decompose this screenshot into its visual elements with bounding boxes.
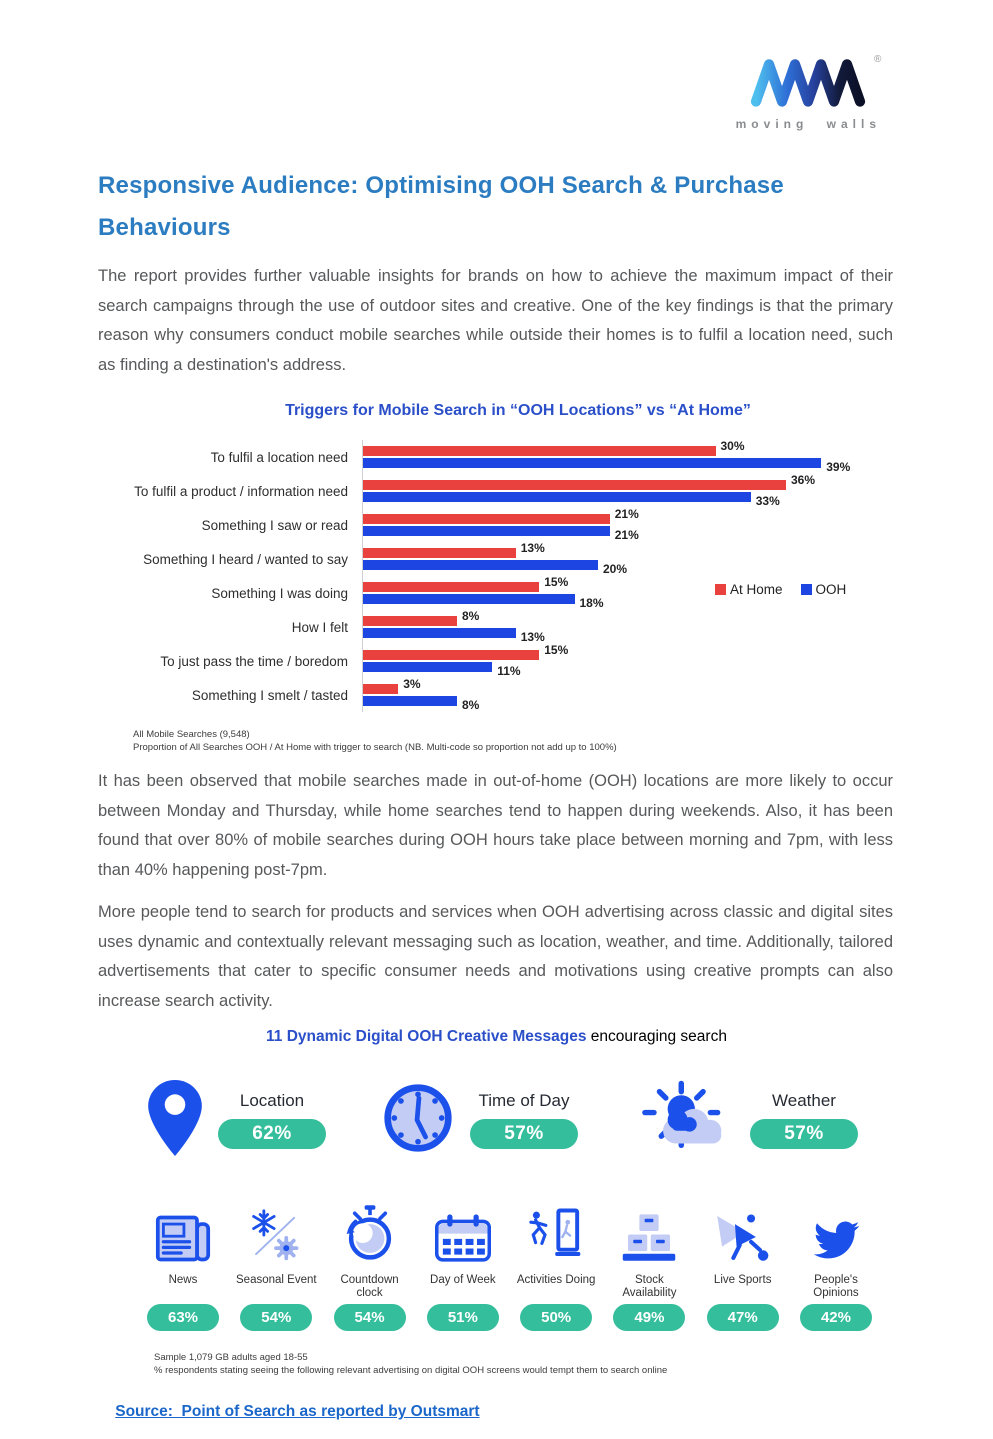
logo-wordmark: moving walls bbox=[735, 117, 881, 131]
bar-ooh bbox=[363, 662, 492, 672]
bar-value-label: 8% bbox=[462, 609, 480, 623]
featured-item-value-badge: 57% bbox=[470, 1119, 578, 1149]
infographic-item-label: Stock Availability bbox=[622, 1274, 677, 1299]
bar-value-label: 21% bbox=[614, 528, 639, 542]
news-icon bbox=[155, 1202, 211, 1264]
chart-row bbox=[133, 474, 933, 508]
chart-category-label: Something I saw or read bbox=[201, 517, 348, 533]
source-line bbox=[98, 1385, 895, 1439]
chart-bars bbox=[362, 440, 933, 474]
chart-legend bbox=[715, 582, 846, 597]
infographic-item-label: Seasonal Event bbox=[236, 1274, 317, 1286]
featured-item-label: Location bbox=[239, 1091, 305, 1110]
infographic-item-label: Day of Week bbox=[430, 1274, 496, 1286]
featured-item-text bbox=[750, 1091, 858, 1149]
featured-item-text bbox=[470, 1091, 578, 1149]
chart-row bbox=[133, 440, 933, 474]
bar-value-label: 13% bbox=[520, 541, 545, 555]
moving-walls-logo bbox=[736, 56, 881, 131]
featured-item-value-badge: 62% bbox=[218, 1119, 326, 1149]
bar-ooh bbox=[363, 696, 457, 706]
bar-value-label: 3% bbox=[403, 677, 421, 691]
legend-label: At Home bbox=[730, 582, 783, 597]
page-title: Responsive Audience: Optimising OOH Search & Purchase Behaviours bbox=[98, 172, 784, 241]
bar-ooh bbox=[363, 458, 821, 468]
infographic-items-row bbox=[138, 1202, 881, 1331]
bar-at-home bbox=[363, 480, 786, 490]
legend-item bbox=[715, 582, 783, 597]
bar-value-label: 13% bbox=[520, 630, 545, 644]
featured-item bbox=[634, 1078, 858, 1163]
infographic-title-highlight: 11 Dynamic Digital OOH Creative Messages bbox=[266, 1028, 587, 1045]
peoples-opinions-icon bbox=[807, 1202, 865, 1264]
chart-category-label: Something I heard / wanted to say bbox=[143, 551, 348, 567]
bar-at-home bbox=[363, 548, 516, 558]
chart-row bbox=[133, 508, 933, 542]
paragraph-3: More people tend to search for products and services when OOH advertising across classic and digital sites uses dynamic and contextually relevant messaging such as location, weather, and time. Additionally, tailored advertisements that cater to specific consumer needs and motivations using creative prompts can also increase search activity. bbox=[98, 903, 893, 1010]
featured-item bbox=[148, 1080, 326, 1161]
bar-ooh bbox=[363, 560, 598, 570]
bar-ooh bbox=[363, 594, 575, 604]
featured-item-label: Weather bbox=[772, 1091, 836, 1110]
bar-value-label: 18% bbox=[579, 596, 604, 610]
chart-footnote: Proportion of All Searches OOH / At Home with trigger to search (NB. Multi-code so proportion not add up to 100%) bbox=[133, 742, 617, 753]
paragraph-1: The report provides further valuable insights for brands on how to achieve the maximum impact of their search campaigns through the use of outdoor sites and creative. One of the key findings is that the primary reason why consumers conduct mobile searches while outside their homes is to fulfil a location need, such as finding a destination's address. bbox=[98, 267, 893, 374]
chart-category-label: To fulfil a product / information need bbox=[134, 483, 348, 499]
day-of-week-icon bbox=[435, 1202, 491, 1264]
chart-category-label: Something I smelt / tasted bbox=[191, 687, 348, 703]
chart-bars bbox=[362, 644, 933, 678]
infographic-featured-row bbox=[148, 1072, 858, 1168]
bar-value-label: 21% bbox=[614, 507, 639, 521]
bar-value-label: 39% bbox=[826, 460, 851, 474]
chart-bars bbox=[362, 576, 933, 610]
chart-bars bbox=[362, 610, 933, 644]
legend-swatch bbox=[801, 584, 812, 595]
featured-item-value-badge: 57% bbox=[750, 1119, 858, 1149]
header bbox=[0, 0, 993, 131]
legend-label: OOH bbox=[815, 582, 847, 597]
featured-item-label: Time of Day bbox=[478, 1091, 570, 1110]
infographic-item bbox=[511, 1202, 601, 1331]
chart-category-label: How I felt bbox=[291, 619, 348, 635]
chart-bars bbox=[362, 508, 933, 542]
infographic-title-rest: encouraging search bbox=[586, 1028, 727, 1045]
chart-title: Triggers for Mobile Search in “OOH Locations” vs “At Home” bbox=[285, 402, 751, 419]
infographic-item-value-badge: 54% bbox=[334, 1304, 406, 1331]
infographic-footnotes bbox=[154, 1351, 993, 1377]
bar-value-label: 15% bbox=[544, 575, 569, 589]
infographic-item-value-badge: 63% bbox=[147, 1304, 219, 1331]
bar-at-home bbox=[363, 446, 716, 456]
chart-category-label: To just pass the time / boredom bbox=[160, 653, 348, 669]
bar-value-label: 33% bbox=[755, 494, 780, 508]
infographic-item-label: Countdown clock bbox=[340, 1274, 399, 1299]
bar-at-home bbox=[363, 650, 539, 660]
infographic-item bbox=[791, 1202, 881, 1331]
triggers-chart bbox=[133, 402, 933, 754]
chart-row bbox=[133, 610, 933, 644]
registered-mark: ® bbox=[873, 54, 882, 65]
chart-category-label: To fulfil a location need bbox=[210, 449, 348, 465]
chart-row bbox=[133, 542, 933, 576]
infographic-item bbox=[325, 1202, 415, 1331]
bar-value-label: 30% bbox=[720, 439, 745, 453]
bar-value-label: 11% bbox=[497, 664, 521, 678]
bar-ooh bbox=[363, 526, 610, 536]
infographic-item-value-badge: 47% bbox=[707, 1304, 779, 1331]
chart-footnote: All Mobile Searches (9,548) bbox=[133, 729, 250, 740]
weather-icon bbox=[634, 1078, 734, 1163]
infographic-item-value-badge: 50% bbox=[520, 1304, 592, 1331]
paragraph-2: It has been observed that mobile searches made in out-of-home (OOH) locations are more likely to occur between Monday and Thursday, while home searches tend to happen during weekends. Also, it has been found that over 80% of mobile searches during OOH hours take place between morning and 7pm, with less than 40% happening post-7pm. bbox=[98, 772, 893, 879]
chart-row bbox=[133, 644, 933, 678]
infographic-footnote: % respondents stating seeing the following relevant advertising on digital OOH screens would tempt them to search online bbox=[154, 1365, 668, 1376]
source-link[interactable]: Source: Point of Search as reported by Outsmart bbox=[115, 1403, 480, 1420]
bar-at-home bbox=[363, 514, 610, 524]
infographic-item bbox=[231, 1202, 321, 1331]
infographic-item-value-badge: 51% bbox=[427, 1304, 499, 1331]
infographic-item bbox=[698, 1202, 788, 1331]
stock-availability-icon bbox=[621, 1202, 677, 1264]
infographic-item-value-badge: 42% bbox=[800, 1304, 872, 1331]
bar-value-label: 20% bbox=[603, 562, 628, 576]
infographic-item-label: Live Sports bbox=[713, 1274, 772, 1286]
live-sports-icon bbox=[714, 1202, 772, 1264]
location-pin-icon bbox=[148, 1080, 202, 1161]
chart-footnotes bbox=[133, 728, 933, 754]
chart-bars bbox=[362, 678, 933, 712]
infographic-item bbox=[138, 1202, 228, 1331]
countdown-clock-icon bbox=[343, 1202, 397, 1264]
infographic-item-value-badge: 49% bbox=[613, 1304, 685, 1331]
activities-doing-icon bbox=[527, 1202, 585, 1264]
bar-at-home bbox=[363, 616, 457, 626]
infographic-footnote: Sample 1,079 GB adults aged 18-55 bbox=[154, 1352, 308, 1363]
mw-zigzag-icon bbox=[747, 54, 882, 113]
infographic-item-label: People's Opinions bbox=[813, 1274, 859, 1299]
chart-row bbox=[133, 678, 933, 712]
infographic-item-label: Activities Doing bbox=[516, 1274, 596, 1286]
seasonal-event-icon bbox=[248, 1202, 304, 1264]
bar-value-label: 8% bbox=[462, 698, 480, 712]
bar-at-home bbox=[363, 582, 539, 592]
bar-value-label: 15% bbox=[544, 643, 569, 657]
chart-rows bbox=[133, 440, 933, 712]
legend-item bbox=[801, 582, 847, 597]
featured-item bbox=[382, 1082, 578, 1159]
chart-bars bbox=[362, 542, 933, 576]
legend-swatch bbox=[715, 584, 726, 595]
chart-bars bbox=[362, 474, 933, 508]
infographic-title bbox=[0, 1028, 993, 1046]
bar-ooh bbox=[363, 628, 516, 638]
clock-icon bbox=[382, 1082, 454, 1159]
bar-at-home bbox=[363, 684, 398, 694]
featured-item-text bbox=[218, 1091, 326, 1149]
infographic-item bbox=[418, 1202, 508, 1331]
bar-ooh bbox=[363, 492, 751, 502]
infographic-item-value-badge: 54% bbox=[240, 1304, 312, 1331]
chart-category-label: Something I was doing bbox=[211, 585, 348, 601]
infographic-item bbox=[604, 1202, 694, 1331]
bar-value-label: 36% bbox=[791, 473, 816, 487]
infographic-item-label: News bbox=[168, 1274, 198, 1286]
